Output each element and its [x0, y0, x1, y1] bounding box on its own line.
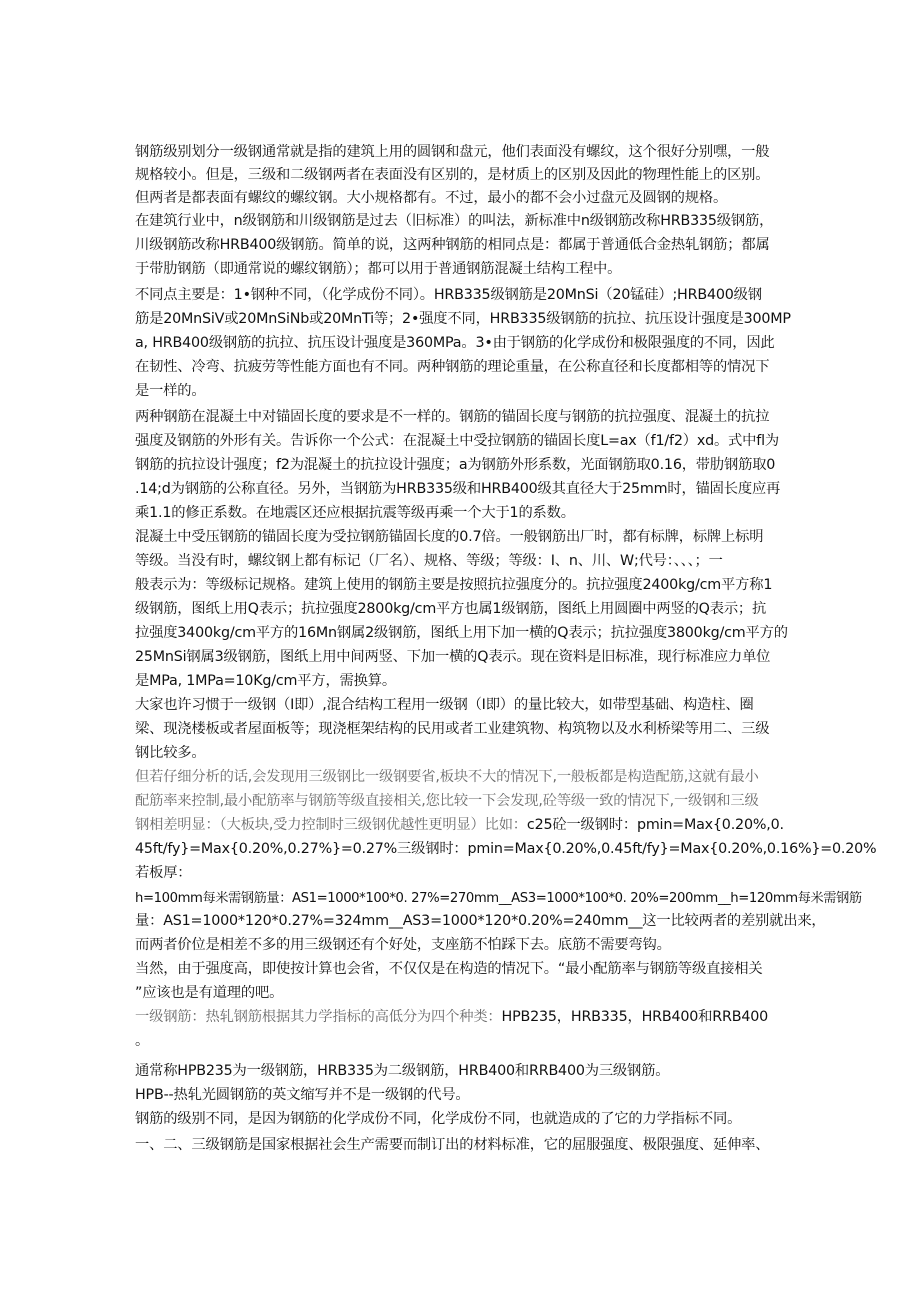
text-line: [135, 1008, 768, 1026]
text-segment: 乘1.1的修正系数。在地震区还应根据抗震等级再乘一个大于1的系数。: [135, 505, 575, 521]
text-segment: .14;d为钢筋的公称直径。另外，当钢筋为HRB335级和HRB400级其直径大于25mm时，锚固长度应再: [135, 481, 781, 497]
text-line: [135, 744, 205, 762]
text-line: [135, 792, 759, 810]
text-line: [135, 912, 826, 930]
text-segment: HPB235，HRB335，HRB400和RRB400: [501, 1009, 769, 1025]
text-segment: 但两者是都表面有螺纹的螺纹钢。大小规格都有。不过，最小的都不会小过盘元及圆钢的规格。: [135, 190, 728, 206]
text-segment: 钢筋的级别不同，是因为钢筋的化学成份不同，化学成份不同，也就造成的了它的力学指标不同。: [135, 1111, 742, 1127]
text-line: [135, 143, 769, 161]
text-segment: 钢比较多。: [135, 745, 206, 761]
text-segment: 若板厚：: [135, 865, 192, 881]
text-line: [135, 600, 766, 618]
text-segment: 是MPa, 1MPa=10Kg/cm平方，需换算。: [135, 673, 396, 689]
text-line: [135, 1062, 669, 1080]
text-line: [135, 504, 575, 522]
text-segment: 通常称HPB235为一级钢筋，HRB335为二级钢筋，HRB400和RRB400为三级钢筋。: [135, 1063, 670, 1079]
text-line: [135, 1086, 470, 1104]
text-segment: 在韧性、冷弯、抗疲劳等性能方面也有不同。两种钢筋的理论重量，在公称直径和长度都相等的情况下: [135, 359, 770, 375]
text-segment: 大家也许习惯于一级钢（I即）,混合结构工程用一级钢（I即）的量比较大，如带型基础、构造柱、圈: [135, 697, 754, 713]
text-line: [135, 286, 762, 304]
text-line: [135, 768, 759, 786]
text-segment: 是一样的。: [135, 383, 206, 399]
text-segment: 45ft/fy}=Max{0.20%,0.27%}=0.27%三级钢时：pmin=Max{0.20%,0.45ft/fy}=Max{0.20%,0.16%}=0.20%: [135, 841, 877, 857]
text-segment: 规格较小。但是，三级和二级钢两者在表面没有区别的，是材质上的区别及因此的物理性能上的区别。: [135, 167, 770, 183]
text-line: [135, 936, 671, 954]
text-segment: 而两者价位是相差不多的用三级钢还有个好处，支座筋不怕踩下去。底筋不需要弯钩。: [135, 937, 671, 953]
text-line: [135, 816, 784, 834]
text-segment: 。: [135, 1033, 150, 1049]
text-segment: 不同点主要是：1•钢种不同，（化学成份不同）。HRB335级钢筋是20MnSi（20锰硅）;HRB400级钢: [135, 287, 762, 303]
text-segment: 级钢筋，图纸上用Q表示；抗拉强度2800kg/cm平方也属1级钢筋，图纸上用圆圈中两竖的Q表示；抗: [135, 601, 767, 617]
text-line: [135, 696, 754, 714]
text-line: [135, 212, 773, 230]
text-segment: h=100mm每米需钢筋量：AS1=1000*100*0. 27%=270mm__AS3=1000*100*0. 20%=200mm__h=120mm每米需钢筋: [135, 891, 862, 906]
text-segment: 钢相差明显：（大板块,受力控制时三级钢优越性更明显）比如：: [135, 817, 527, 833]
text-line: [135, 1032, 149, 1050]
text-segment: 当然，由于强度高，即使按计算也会省，不仅仅是在构造的情况下。“最小配筋率与钢筋等级直接相关: [135, 961, 763, 977]
text-segment: 一、二、三级钢筋是国家根据社会生产需要而制订出的材料标准，它的屈服强度、极限强度、延伸率、: [135, 1137, 770, 1153]
text-segment: 钢筋的抗拉设计强度；f2为混凝土的抗拉设计强度；a为钢筋外形系数，光面钢筋取0.16，带肋钢筋取0: [135, 457, 776, 473]
text-line: [135, 528, 763, 546]
text-line: [135, 576, 772, 594]
text-line: [135, 648, 770, 666]
text-segment: HPB--热轧光圆钢筋的英文缩写并不是一级钢的代号。: [135, 1087, 470, 1103]
text-line: [135, 720, 769, 738]
text-segment: 拉强度3400kg/cm平方的16Mn钢属2级钢筋，图纸上用下加一横的Q表示；抗拉强度3800kg/cm平方的: [135, 625, 788, 641]
text-line: [135, 310, 791, 328]
text-segment: 梁、现浇楼板或者屋面板等；现浇框架结构的民用或者工业建筑物、构筑物以及水利桥梁等用二、三级: [135, 721, 770, 737]
text-line: [135, 624, 788, 642]
text-line: [135, 1110, 741, 1128]
text-segment: 两种钢筋在混凝土中对锚固长度的要求是不一样的。钢筋的锚固长度与钢筋的抗拉强度、混凝土的抗拉: [135, 409, 770, 425]
text-line: [135, 432, 779, 450]
text-line: [135, 408, 769, 426]
text-line: [135, 960, 762, 978]
text-segment: 钢筋级别划分一级钢通常就是指的建筑上用的圆钢和盘元，他们表面没有螺纹，这个很好分别嘿，一般: [135, 144, 770, 160]
text-line: [135, 552, 723, 570]
text-segment: a, HRB400级钢筋的抗拉、抗压设计强度是360MPa。3•由于钢筋的化学成份和极限强度的不同，因此: [135, 335, 775, 351]
text-segment: 在建筑行业中，n级钢筋和川级钢筋是过去（旧标准）的叫法，新标准中n级钢筋改称HRB335级钢筋，: [135, 213, 774, 229]
text-segment: 般表示为：等级标记规格。建筑上使用的钢筋主要是按照抗拉强度分的。抗拉强度2400kg/cm平方称1: [135, 577, 773, 593]
text-line: [135, 456, 775, 474]
text-segment: 川级钢筋改称HRB400级钢筋。简单的说，这两种钢筋的相同点是：都属于普通低合金热轧钢筋；都属: [135, 237, 770, 253]
text-segment: 于带肋钢筋（即通常说的螺纹钢筋）；都可以用于普通钢筋混凝土结构工程中。: [135, 261, 622, 277]
text-line: [135, 864, 191, 882]
text-line: [135, 189, 727, 207]
text-line: [135, 166, 769, 184]
text-segment: 强度及钢筋的外形有关。告诉你一个公式：在混凝土中受拉钢筋的锚固长度L=ax（f1/f2）xd。式中fl为: [135, 433, 779, 449]
text-segment: 但若仔细分析的话,会发现用三级钢比一级钢要省,板块不大的情况下,一般板都是构造配筋,这就有最小: [135, 769, 759, 785]
text-segment: 筋是20MnSiV或20MnSiNb或20MnTi等；2•强度不同，HRB335级钢筋的抗拉、抗压设计强度是300MP: [135, 311, 791, 327]
text-segment: c25砼一级钢时：pmin=Max{0.20%,0.: [526, 817, 784, 833]
text-line: [135, 480, 780, 498]
text-segment: 配筋率来控制,最小配筋率与钢筋等级直接相关,您比较一下会发现,砼等级一致的情况下,一级钢和三级: [135, 793, 759, 809]
text-line: [135, 840, 876, 858]
text-segment: 一级钢筋：热轧钢筋根据其力学指标的高低分为四个种类：: [135, 1009, 502, 1025]
text-line: [135, 672, 396, 690]
text-segment: 量：AS1=1000*120*0.27%=324mm__AS3=1000*120*0.20%=240mm__这一比较两者的差别就出来，: [135, 913, 826, 929]
text-line: [135, 334, 775, 352]
text-line: [135, 1136, 769, 1154]
text-line: [135, 984, 283, 1002]
text-segment: 25MnSi钢属3级钢筋，图纸上用中间两竖、下加一横的Q表示。现在资料是旧标准，现行标准应力单位: [135, 649, 771, 665]
text-line: [135, 260, 621, 278]
text-line: [135, 889, 862, 908]
text-line: [135, 358, 769, 376]
text-line: [135, 236, 770, 254]
text-line: [135, 382, 205, 400]
text-segment: 等级。当没有时，螺纹钢上都有标记（厂名）、规格、等级；等级：I、n、川、W;代号：、、、；一: [135, 553, 723, 569]
text-segment: 混凝土中受压钢筋的锚固长度为受拉钢筋锚固长度的0.7倍。一般钢筋出厂时，都有标牌，标牌上标明: [135, 529, 764, 545]
text-segment: ”应该也是有道理的吧。: [135, 985, 284, 1001]
